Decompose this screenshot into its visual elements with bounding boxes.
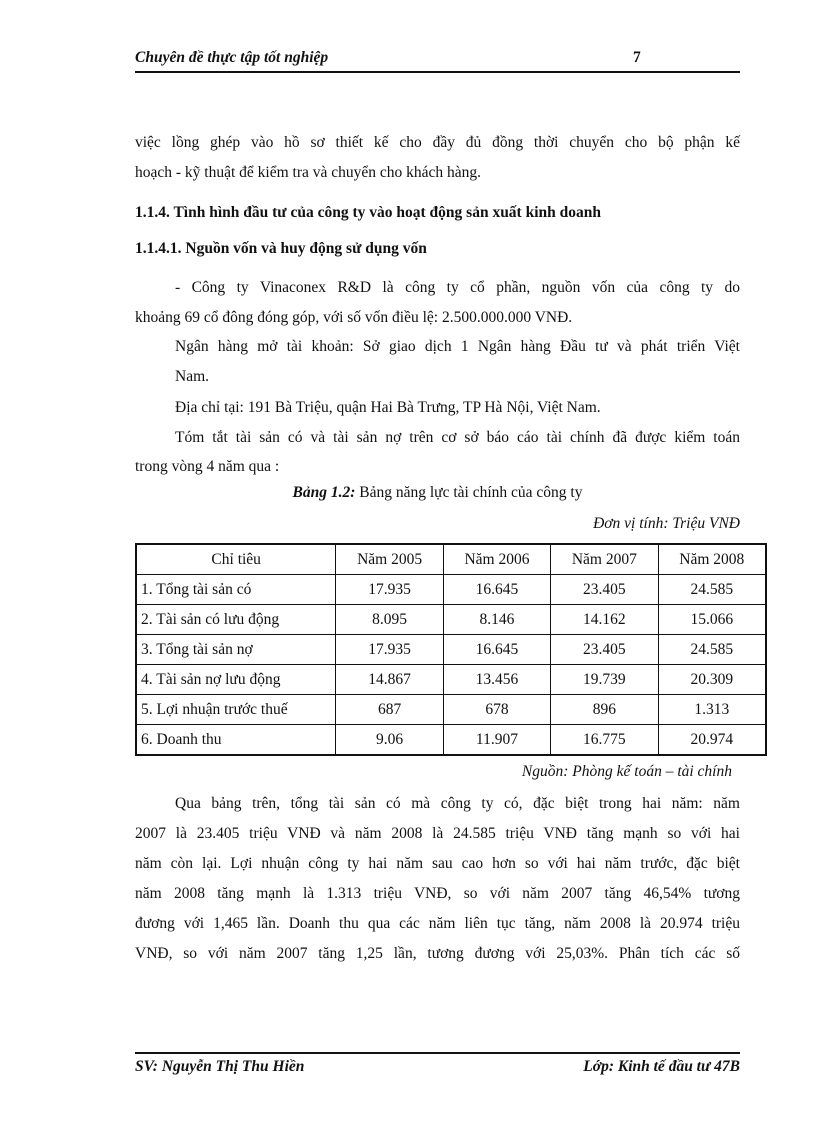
table-row [136, 665, 766, 695]
intro-line-1: việc lồng ghép vào hồ sơ thiết kế cho đầy đủ đồng thời chuyển cho bộ phận kế [135, 134, 740, 151]
body-line-4: Nam. [175, 368, 210, 385]
table-cell: 8.095 [336, 605, 443, 635]
row-label: 5. Lợi nhuận trước thuế [136, 695, 336, 725]
analysis-line-2: 2007 là 23.405 triệu VNĐ và năm 2008 là 24.585 triệu VNĐ tăng mạnh so với hai [135, 825, 740, 842]
table-caption-text: Bảng năng lực tài chính của công ty [355, 484, 583, 501]
heading-1-1-4: 1.1.4. Tình hình đầu tư của công ty vào hoạt động sản xuất kinh doanh [135, 204, 601, 221]
table-cell: 16.645 [443, 635, 550, 665]
table-caption-label: Bảng 1.2: [292, 484, 356, 501]
table-row [136, 575, 766, 605]
table-row [136, 605, 766, 635]
table-row [136, 695, 766, 725]
financial-capacity-table [135, 543, 767, 756]
table-source: Nguồn: Phòng kế toán – tài chính [521, 763, 732, 780]
row-label: 1. Tổng tài sản có [136, 575, 336, 605]
table-cell: 678 [443, 695, 550, 725]
table-cell: 896 [551, 695, 658, 725]
body-line-3: Ngân hàng mở tài khoản: Sở giao dịch 1 Ngân hàng Đầu tư và phát triển Việt [175, 338, 740, 355]
table-cell: 9.06 [336, 725, 443, 756]
table-cell: 17.935 [336, 575, 443, 605]
table-cell: 20.974 [658, 725, 766, 756]
analysis-line-6: VNĐ, so với năm 2007 tăng 1,25 lần, tương đương với 25,03%. Phân tích các số [135, 945, 740, 962]
body-line-7: trong vòng 4 năm qua : [135, 458, 280, 475]
table-cell: 1.313 [658, 695, 766, 725]
student-name: SV: Nguyễn Thị Thu Hiền [135, 1058, 305, 1075]
table-cell: 23.405 [551, 635, 658, 665]
table-cell: 14.867 [336, 665, 443, 695]
body-line-2: khoảng 69 cổ đông đóng góp, với số vốn điều lệ: 2.500.000.000 VNĐ. [135, 309, 573, 326]
table-caption [135, 484, 740, 502]
header-cell: Chỉ tiêu [136, 544, 336, 575]
header-cell: Năm 2008 [658, 544, 766, 575]
analysis-line-3: năm còn lại. Lợi nhuận công ty hai năm sau cao hơn so với hai năm trước, đặc biệt [135, 855, 740, 872]
table-cell: 16.775 [551, 725, 658, 756]
intro-line-2: hoạch - kỹ thuật để kiểm tra và chuyển cho khách hàng. [135, 164, 482, 181]
body-line-6: Tóm tắt tài sản có và tài sản nợ trên cơ sở báo cáo tài chính đã được kiểm toán [175, 429, 740, 446]
table-row [136, 725, 766, 756]
row-label: 2. Tài sản có lưu động [136, 605, 336, 635]
page-header [135, 49, 740, 73]
heading-1-1-4-1: 1.1.4.1. Nguồn vốn và huy động sử dụng vốn [135, 240, 427, 257]
table-unit: Đơn vị tính: Triệu VNĐ [593, 515, 740, 532]
row-label: 3. Tổng tài sản nợ [136, 635, 336, 665]
analysis-line-4: năm 2008 tăng mạnh là 1.313 triệu VNĐ, so với năm 2007 tăng 46,54% tương [135, 885, 740, 902]
page-footer [135, 1052, 740, 1078]
table-cell: 24.585 [658, 635, 766, 665]
analysis-line-1: Qua bảng trên, tổng tài sản có mà công ty có, đặc biệt trong hai năm: năm [175, 795, 740, 812]
table-cell: 19.739 [551, 665, 658, 695]
row-label: 4. Tài sản nợ lưu động [136, 665, 336, 695]
header-cell: Năm 2006 [443, 544, 550, 575]
table-cell: 20.309 [658, 665, 766, 695]
table-cell: 687 [336, 695, 443, 725]
table-cell: 16.645 [443, 575, 550, 605]
table-cell: 17.935 [336, 635, 443, 665]
table-cell: 24.585 [658, 575, 766, 605]
table-header-row [136, 544, 766, 575]
table-cell: 11.907 [443, 725, 550, 756]
document-title: Chuyên đề thực tập tốt nghiệp [135, 49, 329, 66]
header-cell: Năm 2007 [551, 544, 658, 575]
body-line-1: - Công ty Vinaconex R&D là công ty cổ phần, nguồn vốn của công ty do [175, 279, 740, 296]
table-cell: 8.146 [443, 605, 550, 635]
header-cell: Năm 2005 [336, 544, 443, 575]
table-cell: 23.405 [551, 575, 658, 605]
table-cell: 13.456 [443, 665, 550, 695]
page-number: 7 [633, 49, 641, 66]
table-row [136, 635, 766, 665]
table-cell: 14.162 [551, 605, 658, 635]
body-line-5: Địa chỉ tại: 191 Bà Triệu, quận Hai Bà Trưng, TP Hà Nội, Việt Nam. [175, 399, 601, 416]
row-label: 6. Doanh thu [136, 725, 336, 756]
analysis-line-5: đương với 1,465 lần. Doanh thu qua các năm liên tục tăng, năm 2008 là 20.974 triệu [135, 915, 740, 932]
class-name: Lớp: Kinh tế đầu tư 47B [583, 1058, 740, 1075]
table-cell: 15.066 [658, 605, 766, 635]
